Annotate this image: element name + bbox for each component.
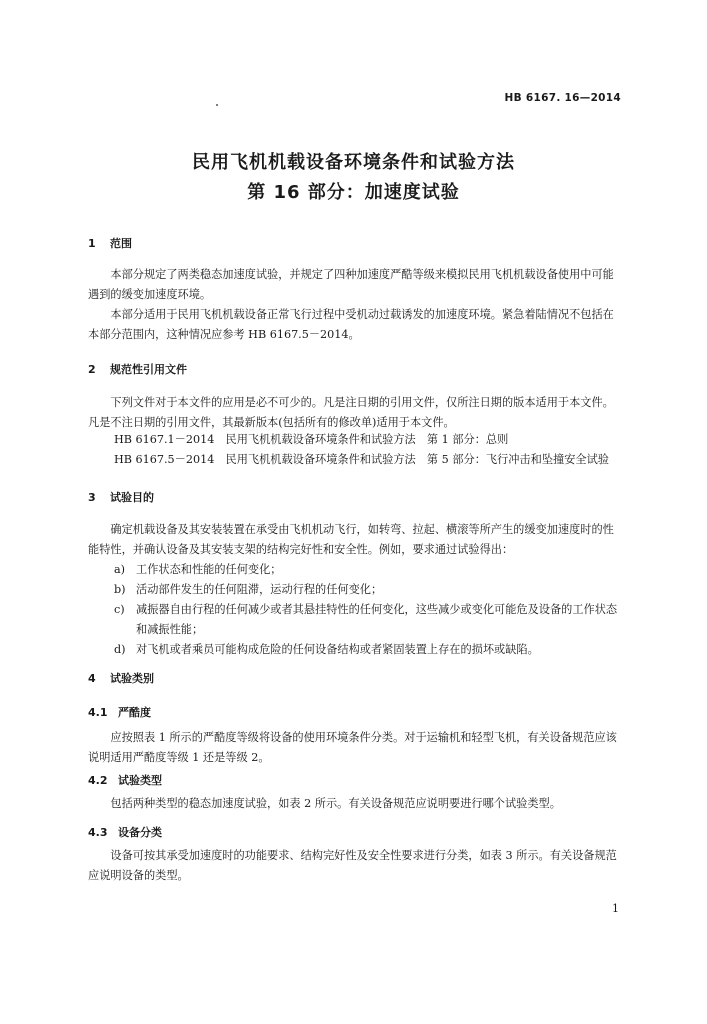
page-number: 1 [612,902,619,915]
list-item [114,600,620,640]
list-item-text: 活动部件发生的任何阻滞，运动行程的任何变化； [136,583,383,596]
section-title: 试验类型 [118,774,162,787]
section-title: 试验类别 [110,672,154,685]
section-3-paragraph-1: 确定机载设备及其安装装置在承受由飞机机动飞行，如转弯、拉起、横滚等所产生的缓变加速度时的性能特性，并确认设备及其安装支架的结构完好性和安全性。例如，要求通过试验得出： [88,523,614,556]
section-number: 3 [88,491,96,504]
section-number: 4.1 [88,706,108,719]
list-item-label: c) [114,603,125,616]
section-title: 规范性引用文件 [110,363,187,376]
document-subtitle: 第 16 部分：加速度试验 [247,182,460,203]
list-item [114,560,620,580]
reference-2: HB 6167.5－2014 民用飞机机载设备环境条件和试验方法 第 5 部分：飞行冲击和坠撞安全试验 [114,453,609,466]
section-title: 试验目的 [110,491,154,504]
section-number: 1 [88,237,96,250]
section-1-paragraph-2: 本部分适用于民用飞机机载设备正常飞行过程中受机动过载诱发的加速度环境。紧急着陆情况不包括在本部分范围内，这种情况应参考 HB 6167.5－2014。 [88,308,614,341]
section-3-heading [88,489,154,505]
section-number: 4 [88,672,96,685]
section-number: 4.3 [88,826,108,839]
section-2-paragraph-1: 下列文件对于本文件的应用是必不可少的。凡是注日期的引用文件，仅所注日期的版本适用于本文件。凡是不注日期的引用文件，其最新版本(包括所有的修改单)适用于本文件。 [88,396,614,429]
section-4-2-heading [88,772,162,788]
list-item [114,640,620,660]
section-4-1-paragraph: 应按照表 1 所示的严酷度等级将设备的使用环境条件分类。对于运输机和轻型飞机，有关设备规范应该说明适用严酷度等级 1 还是等级 2。 [88,731,617,764]
document-title: 民用飞机机载设备环境条件和试验方法 [192,152,515,173]
section-4-1-heading [88,704,151,720]
section-2-heading [88,361,187,377]
section-1-heading [88,235,132,251]
standard-code: HB 6167. 16—2014 [504,92,621,104]
section-4-3-heading [88,824,162,840]
list-item [114,580,620,600]
section-title: 设备分类 [118,826,162,839]
reference-1: HB 6167.1－2014 民用飞机机载设备环境条件和试验方法 第 1 部分：总则 [114,433,509,446]
list-item-label: b) [114,583,126,596]
list-item-text: 工作状态和性能的任何变化； [136,563,282,576]
section-number: 4.2 [88,774,108,787]
list-item-text: 减振器自由行程的任何减少或者其悬挂特性的任何变化，这些减少或变化可能危及设备的工作状态和减振性能； [136,603,618,636]
section-title: 严酷度 [118,706,151,719]
section-4-heading [88,670,154,686]
list-item-label: a) [114,563,126,576]
section-4-2-paragraph: 包括两种类型的稳态加速度试验，如表 2 所示。有关设备规范应说明要进行哪个试验类型。 [110,797,561,810]
list-item-text: 对飞机或者乘员可能构成危险的任何设备结构或者紧固装置上存在的损坏或缺陷。 [136,643,539,656]
section-title: 范围 [110,237,132,250]
list-item-label: d) [114,643,126,656]
section-4-3-paragraph: 设备可按其承受加速度时的功能要求、结构完好性及安全性要求进行分类，如表 3 所示。有关设备规范应说明设备的类型。 [88,849,617,882]
section-number: 2 [88,363,96,376]
scan-speck [216,104,218,106]
section-1-paragraph-1: 本部分规定了两类稳态加速度试验，并规定了四种加速度严酷等级来模拟民用飞机机载设备使用中可能遇到的缓变加速度环境。 [88,268,614,301]
